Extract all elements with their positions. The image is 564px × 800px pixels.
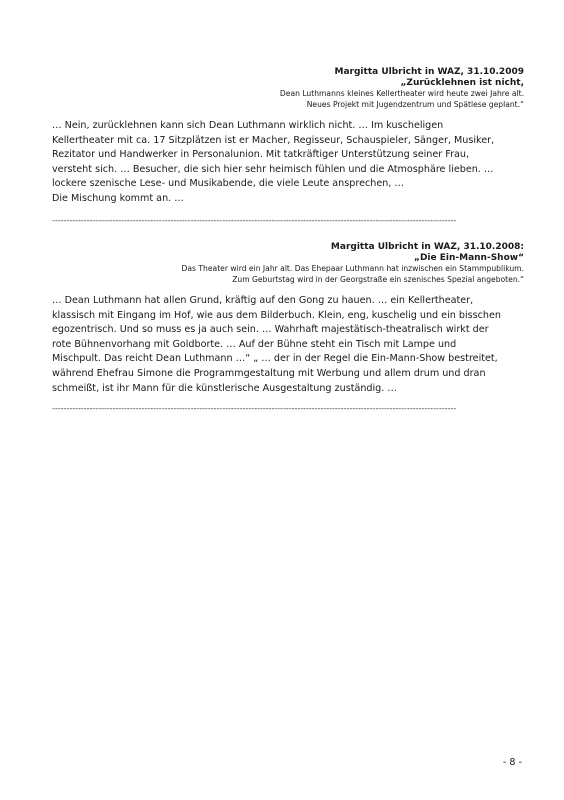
article-2-subtitle-line-1: Das Theater wird ein Jahr alt. Das Ehepaar Luthmann hat inzwischen ein Stammpublikum. [181, 264, 524, 273]
article-1-headline: „Zurücklehnen ist nicht, [400, 78, 524, 88]
article-1-byline: Margitta Ulbricht in WAZ, 31.10.2009 [334, 67, 524, 77]
separator-1: -------------------------------------------------------------------------------------------------------------------------------------------- [52, 216, 457, 225]
article-2-header [52, 242, 524, 285]
article-2-headline: „Die Ein-Mann-Show“ [414, 253, 524, 263]
article-1-subtitle-line-1: Dean Luthmanns kleines Kellertheater wird heute zwei Jahre alt. [279, 89, 524, 98]
article-1-subtitle-line-2: Neues Projekt mit Jugendzentrum und Spätlese geplant.“ [306, 99, 524, 109]
article-1-header [52, 67, 524, 110]
page-number: - 8 - [502, 757, 522, 768]
separator-2: -------------------------------------------------------------------------------------------------------------------------------------------- [52, 404, 457, 413]
article-2-body: … Dean Luthmann hat allen Grund, kräftig auf den Gong zu hauen. … ein Kellertheater, klassisch mit Eingang im Hof, wie aus dem Bilderbuch. Klein, eng, kuschelig und ein bisschen egozentrisch. Und so muss es ja auch sein. … Wahrhaft majestätisch-theatralisch wirkt der rote Bühnenvorhang mit Goldborte. … Auf der Bühne steht ein Tisch mit Lampe und Mischpult. Das reicht Dean Luthmann …“ „ … der in der Regel die Ein-Mann-Show bestreitet, während Ehefrau Simone die Programmgestaltung mit Werbung und allem drum und dran schmeißt, ist ihr Mann für die künstlerische Ausgestaltung zuständig. … [52, 295, 501, 394]
article-2-byline: Margitta Ulbricht in WAZ, 31.10.2008: [330, 242, 524, 252]
article-1-body: … Nein, zurücklehnen kann sich Dean Luthmann wirklich nicht. … Im kuscheligen Kellertheater mit ca. 17 Sitzplätzen ist er Macher, Regisseur, Schauspieler, Sänger, Musiker, Rezitator und Handwerker in Personalunion. Mit tatkräftiger Unterstützung seiner Frau, versteht sich. … Besucher, die sich hier sehr heimisch fühlen und die Atmosphäre lieben. … lockere szenische Lese- und Musikabende, die viele Leute ansprechen, … Die Mischung kommt an. … [52, 120, 495, 204]
article-2-subtitle-line-2: Zum Geburtstag wird in der Georgstraße ein szenisches Spezial angeboten.“ [232, 274, 524, 284]
